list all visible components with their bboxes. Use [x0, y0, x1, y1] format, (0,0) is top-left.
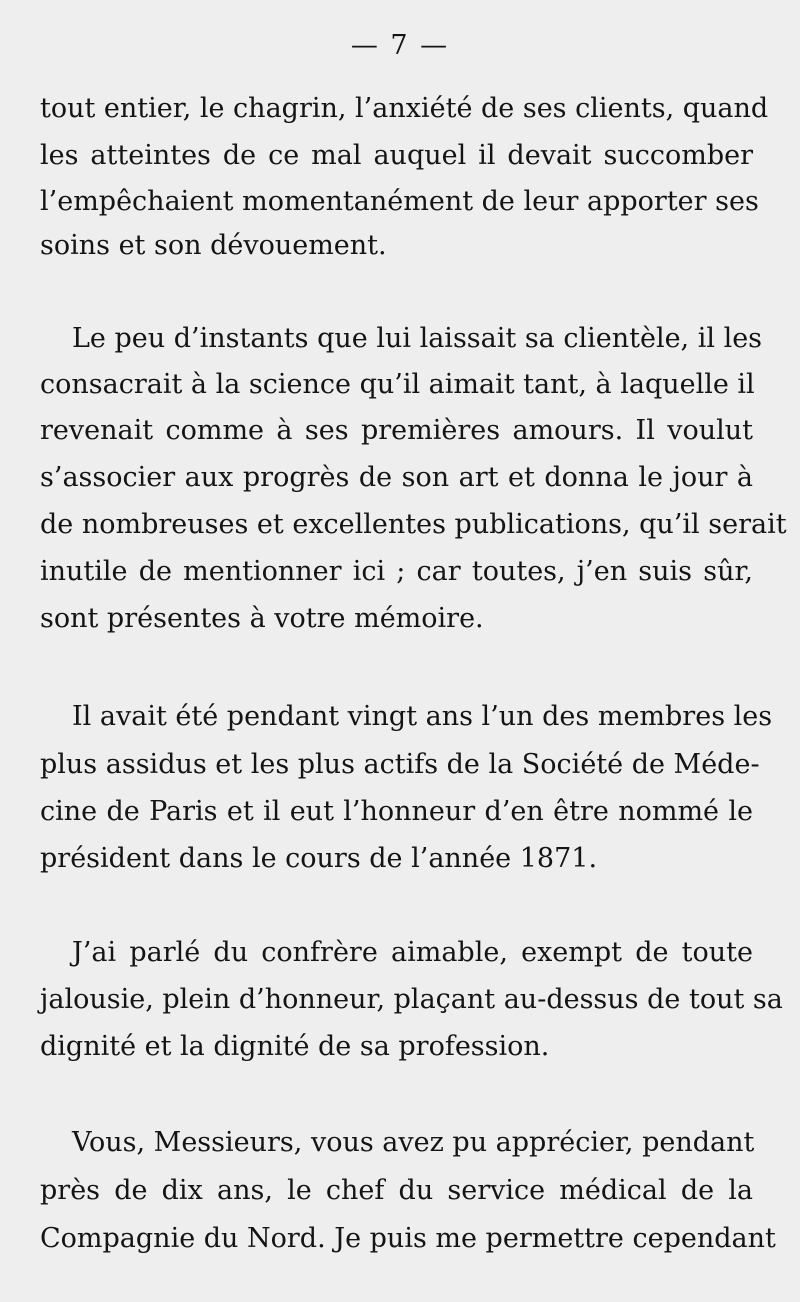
paragraph-2-line-3: revenait comme à ses premières amours. Il voulut — [40, 415, 753, 446]
paragraph-5-line-3: Compagnie du Nord. Je puis me permettre cependant — [40, 1223, 776, 1254]
paragraph-2-line-1: Le peu d’instants que lui laissait sa clientèle, il les — [72, 323, 763, 354]
paragraph-2-line-5: de nombreuses et excellentes publications, qu’il serait — [40, 509, 787, 540]
paragraph-3-line-2: plus assidus et les plus actifs de la Société de Méde- — [40, 749, 760, 780]
paragraph-1-line-4: soins et son dévouement. — [40, 230, 387, 261]
paragraph-2-line-6: inutile de mentionner ici ; car toutes, j’en suis sûr, — [40, 556, 753, 587]
paragraph-3-line-4: président dans le cours de l’année 1871. — [40, 843, 598, 874]
page-number: — 7 — — [350, 30, 450, 61]
paragraph-3-line-3: cine de Paris et il eut l’honneur d’en être nommé le — [40, 796, 753, 827]
paragraph-1-line-1: tout entier, le chagrin, l’anxiété de ses clients, quand — [40, 93, 769, 124]
paragraph-2-line-4: s’associer aux progrès de son art et donna le jour à — [40, 462, 753, 493]
paragraph-5-line-1: Vous, Messieurs, vous avez pu apprécier, pendant — [72, 1127, 755, 1158]
paragraph-2-line-7: sont présentes à votre mémoire. — [40, 603, 484, 634]
paragraph-1-line-2: les atteintes de ce mal auquel il devait succomber — [40, 140, 753, 171]
paragraph-1-line-3: l’empêchaient momentanément de leur apporter ses — [40, 186, 759, 217]
paragraph-5-line-2: près de dix ans, le chef du service médical de la — [40, 1175, 753, 1206]
paragraph-4-line-1: J’ai parlé du confrère aimable, exempt de toute — [72, 937, 753, 968]
paragraph-4-line-2: jalousie, plein d’honneur, plaçant au-dessus de tout sa — [40, 984, 783, 1015]
paragraph-4-line-3: dignité et la dignité de sa profession. — [40, 1031, 550, 1062]
paragraph-2-line-2: consacrait à la science qu’il aimait tant, à laquelle il — [40, 369, 755, 400]
paragraph-3-line-1: Il avait été pendant vingt ans l’un des membres les — [72, 701, 773, 732]
